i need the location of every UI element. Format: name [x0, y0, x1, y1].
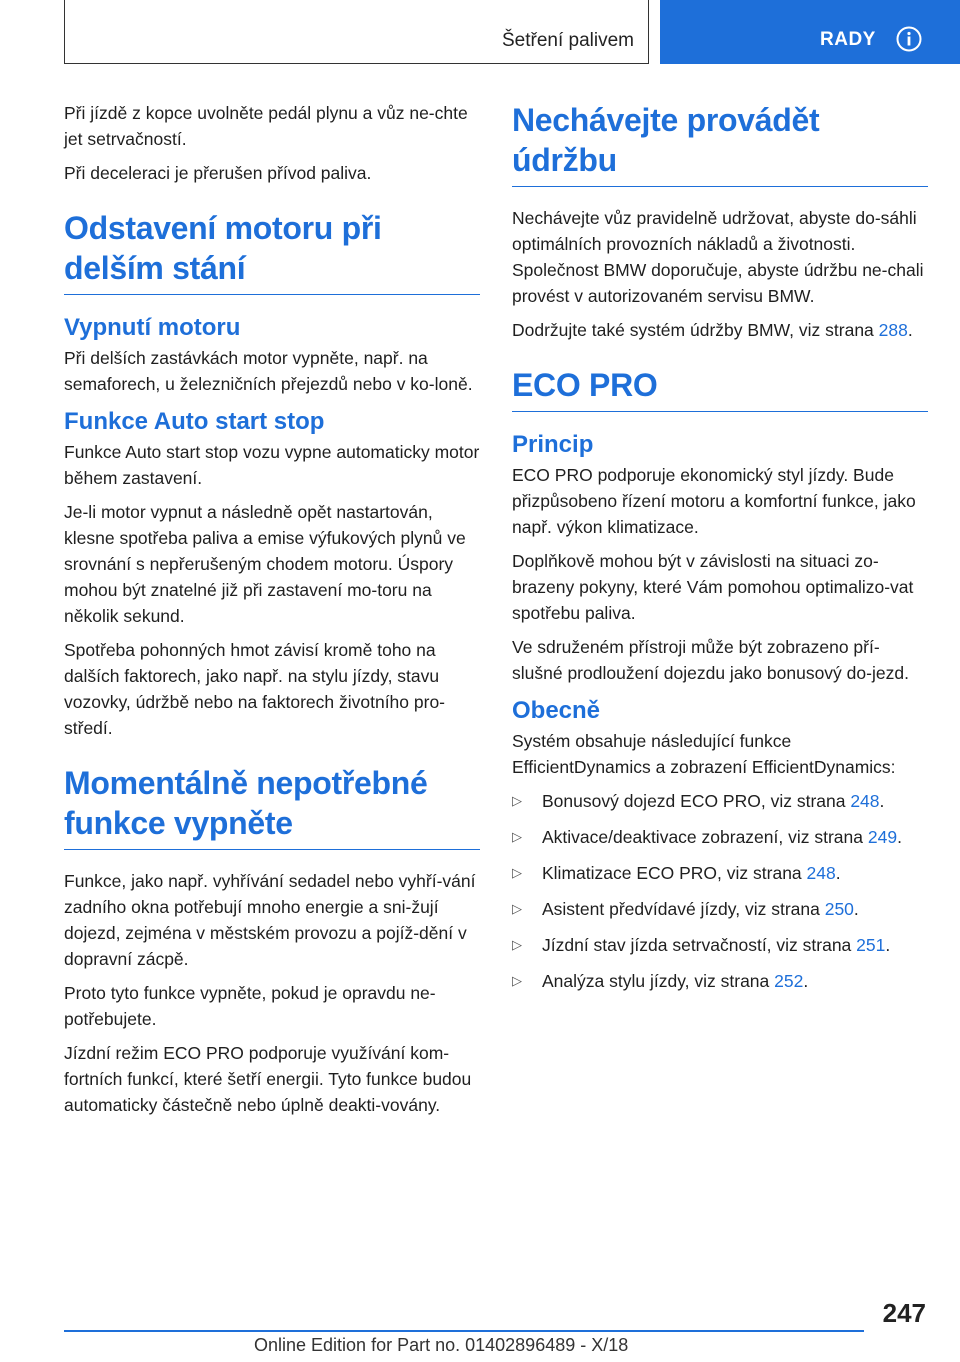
info-icon[interactable] — [896, 26, 922, 52]
paragraph: Při jízdě z kopce uvolněte pedál plynu a vůz ne-chte jet setrvačností. — [64, 103, 468, 149]
list-item — [512, 824, 928, 850]
paragraph-text: Dodržujte také systém údržby BMW, viz strana — [512, 320, 879, 340]
list-item — [512, 788, 928, 814]
paragraph: Je-li motor vypnut a následně opět nastartován, klesne spotřeba paliva a emise výfukových plynů ve srovnání s nepřerušeným chodem motoru. Úspory mohou být znatelné již při zastavení mo-toru na několik sekund. — [64, 502, 466, 626]
left-column — [64, 100, 480, 1126]
header-section-box[interactable] — [660, 0, 960, 64]
list-item-text: Klimatizace ECO PRO, viz strana — [542, 863, 807, 883]
paragraph: Spotřeba pohonných hmot závisí kromě toho na dalších faktorech, jako např. na stylu jízdy, stavu vozovky, údržbě nebo na faktorech životního pro-středí. — [64, 640, 446, 738]
edition-footer: Online Edition for Part no. 01402896489 - X/18 — [254, 1335, 629, 1355]
paragraph: Ve sdruženém přístroji může být zobrazeno pří-slušné prodloužení dojezdu jako bonusový do-jezd. — [512, 637, 909, 683]
subheading-principle: Princip — [512, 431, 594, 458]
list-item-text: Bonusový dojezd ECO PRO, viz strana — [542, 791, 851, 811]
list-item — [512, 968, 928, 994]
list-item — [512, 896, 928, 922]
page-link[interactable]: 248 — [806, 863, 836, 883]
page-link[interactable]: 248 — [850, 791, 880, 811]
page-link[interactable]: 249 — [867, 827, 898, 847]
paragraph: Při delších zastávkách motor vypněte, např. na semaforech, u železničních přejezdů nebo v ko-loně. — [64, 348, 473, 394]
paragraph: ECO PRO podporuje ekonomický styl jízdy. Bude přizpůsobeno řízení motoru a komfortní funkce, jako např. výkon klimatizace. — [512, 465, 916, 537]
page-link[interactable]: 250 — [824, 899, 854, 919]
section-heading-eco-pro: ECO PRO — [512, 365, 928, 412]
subheading-general: Obecně — [512, 697, 601, 724]
section-label[interactable]: RADY — [820, 29, 876, 50]
paragraph: Funkce, jako např. vyhřívání sedadel nebo vyhří-vání zadního okna potřebují mnoho energie a sni-žují dojezd, zejména v městském provozu a pojíž-dění v dopravní zácpě. — [64, 871, 476, 969]
triangle-bullet-icon: ▷ — [512, 901, 522, 916]
list-item-text: Analýza stylu jízdy, viz strana — [542, 971, 775, 991]
list-item — [512, 932, 928, 958]
section-heading-engine-off: Odstavení motoru při delším stání — [64, 208, 480, 295]
page-link[interactable]: 252 — [774, 971, 804, 991]
punctuation: . — [835, 863, 841, 883]
punctuation: . — [897, 827, 902, 847]
section-heading-unneeded-functions: Momentálně nepotřebné funkce vypněte — [64, 763, 480, 850]
punctuation: . — [879, 791, 885, 811]
page-title: Šetření palivem — [501, 30, 634, 51]
paragraph-maintenance-ref — [512, 317, 928, 343]
section-heading-maintenance: Nechávejte provádět údržbu — [512, 100, 928, 187]
list-item-text: Jízdní stav jízda setrvačností, viz strana — [542, 935, 857, 955]
paragraph: Proto tyto funkce vypněte, pokud je opravdu ne-potřebujete. — [64, 983, 436, 1029]
subheading-auto-start-stop: Funkce Auto start stop — [64, 408, 325, 435]
right-column — [512, 100, 928, 1004]
paragraph: Při deceleraci je přerušen přívod paliva. — [64, 163, 372, 183]
paragraph: Funkce Auto start stop vozu vypne automaticky motor během zastavení. — [64, 442, 480, 488]
triangle-bullet-icon: ▷ — [512, 937, 522, 952]
page-number: 247 — [882, 1298, 926, 1328]
triangle-bullet-icon: ▷ — [512, 829, 522, 844]
triangle-bullet-icon: ▷ — [512, 793, 522, 808]
paragraph: Doplňkově mohou být v závislosti na situaci zo-brazeny pokyny, které Vám pomohou optimalizo-vat spotřebu paliva. — [512, 551, 914, 623]
triangle-bullet-icon: ▷ — [512, 973, 522, 988]
punctuation: . — [803, 971, 809, 991]
footer-divider — [64, 1330, 864, 1332]
function-list — [512, 788, 928, 994]
subheading-engine-off: Vypnutí motoru — [64, 314, 241, 341]
punctuation: . — [885, 935, 891, 955]
list-item-text: Aktivace/deaktivace zobrazení, viz strana — [542, 827, 868, 847]
list-item-text: Asistent předvídavé jízdy, viz strana — [542, 899, 825, 919]
paragraph: Nechávejte vůz pravidelně udržovat, abyste do-sáhli optimálních provozních nákladů a životnosti. Společnost BMW doporučuje, abyste údržbu ne-chali provést v autorizovaném servisu BMW. — [512, 208, 924, 306]
paragraph: Systém obsahuje následující funkce EfficientDynamics a zobrazení EfficientDynamics: — [512, 731, 896, 777]
triangle-bullet-icon: ▷ — [512, 865, 522, 880]
header-title-box — [64, 0, 649, 64]
list-item — [512, 860, 928, 886]
page-link[interactable]: 251 — [856, 935, 886, 955]
punctuation: . — [853, 899, 859, 919]
page-link[interactable]: 288 — [878, 320, 908, 340]
punctuation: . — [907, 320, 913, 340]
paragraph: Jízdní režim ECO PRO podporuje využívání kom-fortních funkcí, které šetří energii. Tyto funkce budou automaticky částečně nebo úplně deakti-vovány. — [64, 1043, 472, 1115]
